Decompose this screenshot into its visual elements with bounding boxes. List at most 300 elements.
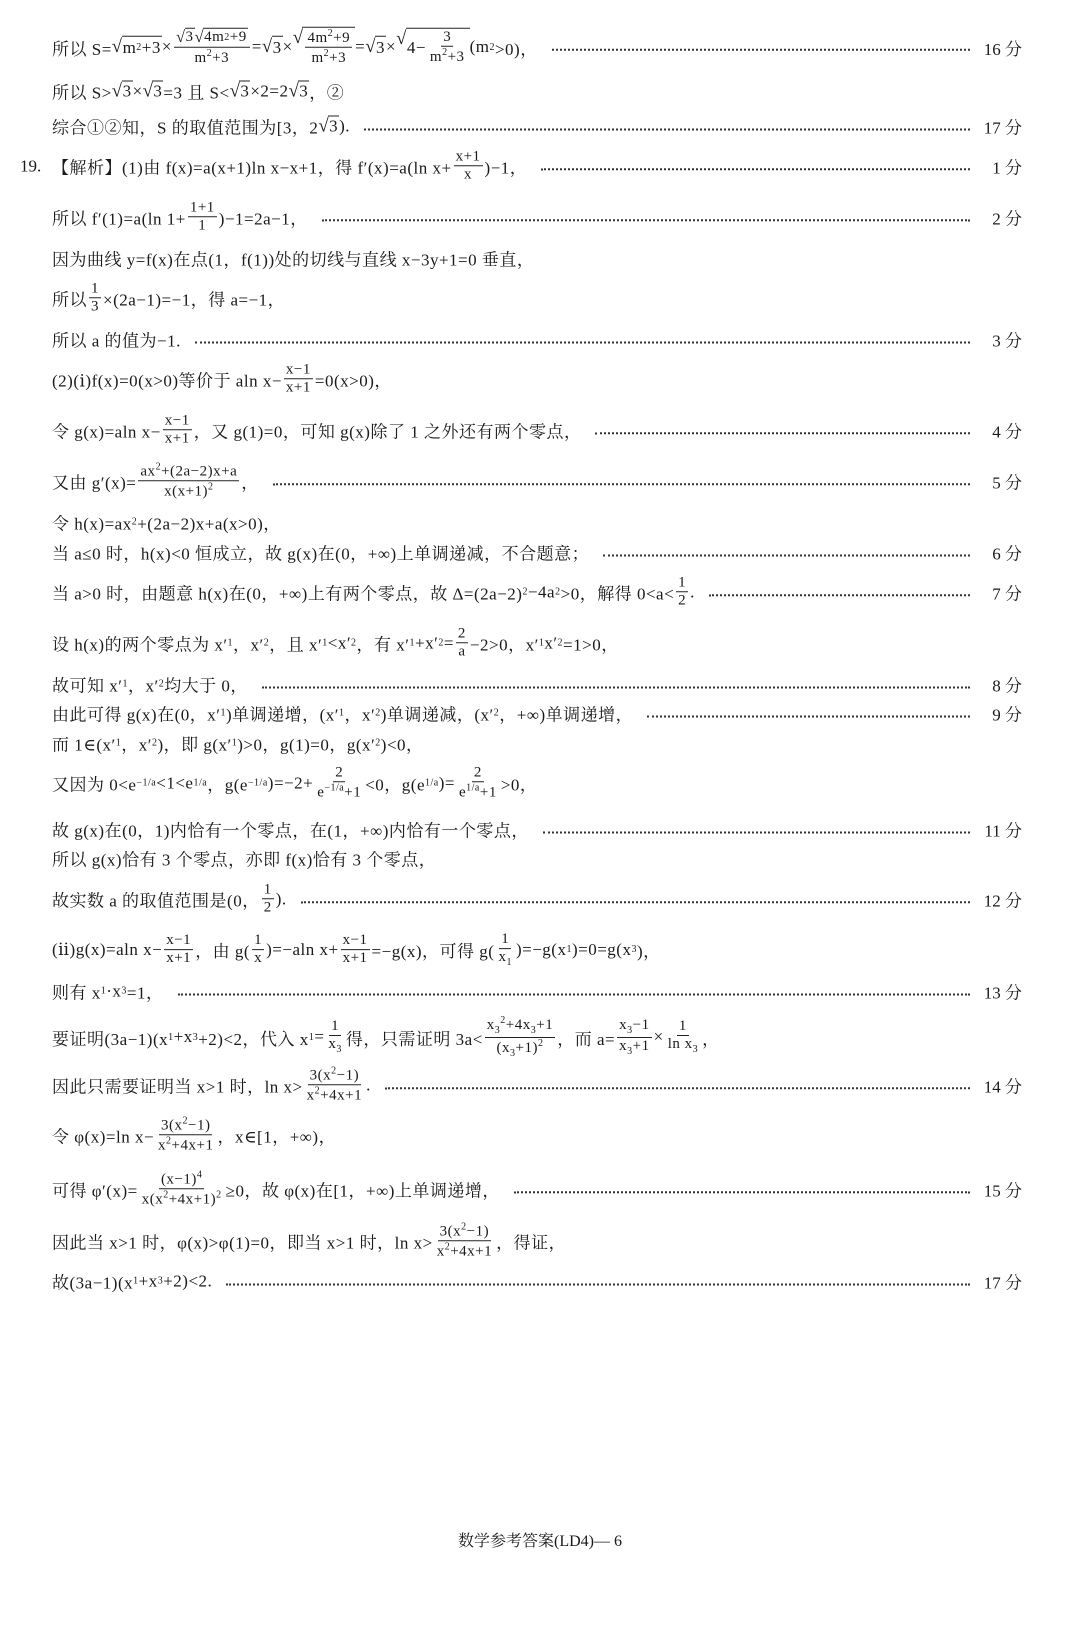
text-run: ，x∈[1，+∞)， (217, 1127, 337, 1147)
line-content (52, 27, 538, 68)
numerator (159, 1169, 204, 1189)
text-run: 故实数 a 的取值范围是(0， (52, 891, 260, 911)
denominator (495, 1038, 546, 1060)
text-run: 3 (299, 81, 309, 101)
subscript: 1 (227, 637, 234, 649)
denominator (462, 167, 474, 184)
subscript: 3 (121, 985, 127, 997)
subscript: 3 (494, 1025, 501, 1036)
subscript: 1 (308, 1031, 315, 1043)
text-run: 而 1∈(x′ (52, 735, 116, 755)
numerator (454, 148, 483, 166)
subscript: 3 (692, 1044, 699, 1056)
denominator (428, 47, 467, 66)
superscript: 2 (489, 41, 495, 53)
solution-line (52, 1221, 1022, 1261)
subscript: 2 (557, 637, 564, 649)
text-run: +9 (333, 29, 351, 46)
subscript: 1 (506, 957, 512, 969)
text-run: 3 (272, 37, 282, 57)
solution-line (52, 280, 1022, 316)
text-run: ax (140, 463, 156, 480)
text-run: −1) (336, 1067, 360, 1084)
denominator (617, 1038, 651, 1058)
text-run: 1 (678, 1018, 687, 1035)
text-run: 因为曲线 y=f(x)在点(1，f(1))处的切线与直线 x−3y+1=0 垂直， (52, 250, 535, 270)
radical-sign: √ (292, 26, 304, 48)
text-run: +1 (479, 784, 497, 801)
radical-sign: √ (318, 115, 330, 136)
superscript: −1/a (247, 777, 268, 789)
superscript: 1/a (466, 782, 480, 794)
numerator (164, 932, 193, 950)
text-run: x (464, 166, 473, 183)
text-run: x+1 (285, 379, 311, 396)
solution-line (52, 510, 1022, 535)
text-run: 综合①②知，S 的取值范围为[3，2 (52, 118, 319, 138)
line-content (52, 1015, 720, 1059)
subscript: 3 (627, 1025, 633, 1036)
superscript: 2 (331, 1065, 337, 1077)
line-content (52, 817, 529, 842)
text-run: 4− (406, 37, 426, 57)
text-run: 要证明(3a−1)(x (52, 1029, 169, 1049)
fraction (138, 461, 239, 501)
text-run: m (429, 49, 443, 65)
superscript: 2 (208, 481, 214, 493)
solution-line (52, 1269, 1022, 1294)
subscript: 3 (336, 1044, 342, 1056)
denominator (196, 218, 208, 235)
line-content (52, 361, 392, 397)
subscript: 3 (631, 944, 637, 956)
text-run: =0(x>0)， (314, 371, 392, 391)
text-run: m (122, 37, 137, 57)
line-content (52, 625, 619, 661)
solution-line (52, 846, 1022, 871)
solution-line (52, 327, 1022, 352)
fraction (341, 932, 370, 968)
text-run: 所以 S= (52, 39, 112, 59)
text-run: 令 φ(x)=ln x− (52, 1127, 155, 1147)
text-run: 又由 g′(x)= (52, 473, 137, 493)
text-run: 设 h(x)的两个零点为 x′ (52, 635, 228, 655)
fraction (284, 361, 313, 397)
text-run: = (314, 1027, 325, 1046)
text-run: (x−1) (160, 1171, 197, 1188)
subscript: 2 (375, 707, 381, 719)
text-run: )= (438, 773, 455, 792)
score-label: 2 分 (992, 209, 1022, 229)
text-run: +4x (505, 1017, 531, 1033)
dotted-leader (543, 831, 970, 833)
radicand (122, 36, 162, 58)
text-run: (ⅱ)g(x)=aln x− (52, 940, 163, 959)
text-run: )>0，g(1)=0，g(x′ (237, 735, 376, 755)
text-run: )−1=2a−1， (218, 209, 308, 229)
text-run: (2)(ⅰ)f(x)=0(x>0)等价于 aln x− (52, 371, 282, 391)
text-run: −1 (632, 1017, 650, 1033)
square-root (318, 115, 339, 137)
numerator (341, 932, 370, 950)
subscript: 1 (339, 707, 345, 719)
text-run: x+1 (455, 148, 481, 165)
text-run: x−1 (285, 361, 311, 378)
text-run: × (282, 37, 293, 56)
subscript: 2 (151, 737, 158, 749)
numerator (333, 764, 345, 782)
text-run: 3(x (161, 1117, 183, 1134)
text-run: 3 (443, 28, 452, 45)
text-run: +3 (447, 49, 465, 65)
superscript: 1/a (425, 777, 439, 789)
text-run: 则有 x (52, 983, 101, 1003)
line-content (52, 412, 581, 448)
text-run: ，x′ (344, 705, 376, 725)
score-label: 4 分 (992, 422, 1022, 442)
numerator (138, 461, 239, 481)
fraction (485, 1015, 555, 1059)
text-run: +3 (212, 49, 230, 66)
text-run: ，又 g(1)=0，可知 g(x)除了 1 之外还有两个零点， (193, 422, 582, 442)
denominator (435, 1242, 494, 1261)
superscript: −1/a (324, 782, 345, 794)
subscript: 1 (566, 944, 572, 956)
question-number: 19. (20, 156, 42, 175)
text-run: e (458, 784, 467, 801)
text-run: 均大于 0， (164, 676, 248, 696)
superscript: 2 (323, 48, 330, 59)
dotted-leader (595, 432, 970, 434)
text-run: <x′ (327, 633, 352, 652)
square-root (112, 36, 162, 58)
denominator (89, 299, 101, 316)
superscript: 2 (182, 1115, 189, 1127)
dotted-leader (514, 1191, 970, 1193)
text-run: x(x (141, 1191, 164, 1208)
subscript: 3 (530, 1025, 537, 1036)
text-run: x+1 (342, 950, 368, 967)
radical-sign: √ (396, 27, 407, 49)
text-run: x−1 (166, 932, 192, 949)
radical-sign: √ (194, 26, 205, 46)
text-run: −1) (188, 1117, 211, 1134)
text-run: (m (469, 37, 490, 56)
text-run: 可得 φ′(x)= (52, 1181, 138, 1201)
superscript: 2 (131, 516, 138, 528)
text-run: 1 (501, 931, 510, 948)
text-run: =3 且 S< (163, 83, 230, 103)
dotted-leader (364, 128, 970, 130)
subscript: 1 (122, 678, 128, 690)
text-run: 3 (122, 81, 132, 101)
line-content (52, 701, 633, 726)
text-run: 1 (263, 881, 272, 898)
text-run: 当 a≤0 时，h(x)<0 恒成立，故 g(x)在(0，+∞)上单调递减，不合题意； (52, 544, 590, 564)
radical-sign: √ (111, 80, 123, 101)
line-content (52, 846, 436, 871)
text-run: ，有 x′ (356, 635, 410, 655)
solution-line (52, 199, 1022, 235)
line-content (52, 931, 661, 969)
text-run: +4x+1) (168, 1191, 217, 1208)
fraction (252, 932, 264, 968)
superscript: 2 (461, 1221, 467, 1233)
line-content (52, 672, 248, 697)
superscript: 2 (314, 1085, 321, 1097)
score-label: 17 分 (983, 118, 1022, 138)
square-root (176, 27, 195, 46)
solution-line (52, 361, 1022, 397)
text-run: ，而 a= (557, 1029, 616, 1049)
text-run: a (458, 643, 466, 660)
superscript: 2 (136, 42, 142, 53)
numerator (499, 931, 511, 949)
text-run: 得，只需证明 3a< (345, 1029, 483, 1049)
text-run: +x (173, 1027, 193, 1046)
numerator (485, 1015, 555, 1038)
text-run: 3(x (309, 1067, 332, 1084)
denominator (326, 1036, 344, 1056)
denominator (193, 48, 232, 67)
text-run: x (306, 1087, 315, 1104)
score-label: 9 分 (992, 705, 1022, 725)
text-run: )=−2+ (267, 773, 314, 792)
subscript: 1 (100, 985, 107, 997)
subscript: 1 (409, 637, 416, 649)
square-root (195, 27, 248, 46)
text-run: 所以 a 的值为−1. (52, 331, 181, 351)
subscript: 2 (263, 637, 270, 649)
score-label: 13 分 (983, 983, 1022, 1003)
numerator (188, 199, 217, 217)
text-run: 2 (678, 592, 687, 609)
subscript: 3 (627, 1045, 633, 1057)
text-run: −4a (527, 582, 556, 601)
radical-sign: √ (142, 80, 154, 101)
text-run: ，且 x′ (269, 635, 323, 655)
solution-line (52, 764, 1022, 802)
text-run: <0，g(e (365, 775, 426, 795)
fraction (315, 764, 363, 802)
subscript: 1 (115, 737, 122, 749)
solution-line (52, 574, 1022, 610)
text-run: = (443, 633, 454, 652)
line-content (52, 1169, 500, 1209)
text-run: <1<e (156, 773, 194, 792)
text-run: 2 (335, 764, 344, 781)
numerator (262, 881, 274, 899)
text-run: >0， (500, 775, 538, 795)
text-run: 3 (240, 81, 250, 101)
text-run: +1 (344, 784, 362, 801)
score-label: 14 分 (983, 1077, 1022, 1097)
solution-line (52, 701, 1022, 726)
numerator (438, 1221, 491, 1241)
text-run: x+1 (166, 950, 192, 967)
superscript: 2 (522, 586, 528, 598)
solution-line (52, 1115, 1022, 1155)
subscript: 3 (192, 1031, 199, 1043)
fraction (305, 28, 352, 68)
solution-line (52, 461, 1022, 501)
subscript: 2 (158, 678, 165, 690)
text-run: 所以 S> (52, 83, 112, 103)
square-root (293, 27, 355, 68)
solution-line (20, 148, 1022, 184)
text-run: 3(x (439, 1223, 462, 1240)
text-run: 令 h(x)=ax (52, 514, 132, 534)
solution-line (52, 881, 1022, 917)
line-content (52, 280, 285, 316)
text-run: . (366, 1075, 371, 1094)
solution-line (52, 1015, 1022, 1059)
text-run: +(2a−2)x+a (161, 463, 238, 480)
fraction (456, 625, 468, 661)
text-run: 3 (329, 116, 339, 136)
superscript: 2 (555, 586, 561, 598)
dotted-leader (603, 554, 970, 556)
superscript: 2 (444, 1241, 451, 1253)
denominator (315, 783, 363, 802)
superscript: 2 (442, 47, 448, 58)
text-run: ). (275, 889, 287, 908)
denominator (666, 1036, 700, 1056)
radicand (185, 27, 195, 46)
dotted-leader (226, 1283, 970, 1285)
square-root (112, 80, 133, 102)
solution-line (52, 412, 1022, 448)
superscript: 2 (216, 1189, 222, 1201)
text-run: +3 (141, 37, 161, 57)
text-run: 1 (198, 217, 207, 234)
solution-line (52, 672, 1022, 697)
superscript: −1/a (136, 777, 157, 789)
denominator (457, 783, 499, 802)
text-run: +9 (229, 28, 247, 45)
fraction (156, 1115, 215, 1155)
radicand (302, 27, 355, 68)
text-run: 因此当 x>1 时，φ(x)>φ(1)=0，即当 x>1 时，ln x> (52, 1233, 433, 1253)
denominator (164, 951, 193, 968)
text-run: ，+∞)单调递增， (499, 705, 634, 725)
text-run: 2 (263, 899, 272, 916)
fraction (428, 29, 467, 67)
text-run: ×2=2 (250, 81, 289, 100)
text-run: +2)<2. (163, 1271, 213, 1290)
text-run: 3 (375, 37, 385, 57)
dotted-leader (385, 1087, 970, 1089)
subscript: 1 (231, 737, 238, 749)
score-label: 15 分 (983, 1181, 1022, 1201)
dotted-leader (195, 341, 970, 343)
line-content (52, 327, 181, 352)
text-run: 1 (678, 574, 687, 591)
text-run: +4x+1 (450, 1243, 493, 1260)
numerator (677, 1018, 689, 1036)
text-run: 故(3a−1)(x (52, 1273, 134, 1293)
text-run: )， (636, 942, 661, 962)
text-run: = (251, 37, 262, 56)
denominator (305, 1086, 364, 1105)
subscript: 1 (538, 637, 545, 649)
square-root (365, 36, 386, 58)
solution-line (52, 731, 1022, 756)
subscript: 1 (322, 637, 328, 649)
text-run: ，g(e (207, 775, 248, 795)
score-label: 8 分 (992, 676, 1022, 696)
numerator (174, 27, 250, 47)
fraction (676, 574, 688, 610)
text-run: ，x′ (233, 635, 264, 655)
fraction (163, 412, 192, 448)
dotted-leader (262, 686, 970, 688)
denominator (341, 951, 370, 968)
text-run: 3 (185, 28, 194, 45)
denominator (163, 431, 192, 448)
dotted-leader (273, 483, 970, 485)
subscript: 3 (157, 1275, 164, 1287)
numerator (159, 1115, 212, 1135)
superscript: 2 (538, 1037, 544, 1049)
text-run: ). (339, 116, 351, 135)
solution-line (52, 1065, 1022, 1105)
text-run: x′ (544, 633, 558, 652)
denominator (162, 482, 215, 501)
text-run: 故 g(x)在(0，1)内恰有一个零点，在(1，+∞)内恰有一个零点， (52, 821, 529, 841)
subscript: 3 (510, 1047, 516, 1059)
text-run: 所以 g(x)恰有 3 个零点，亦即 f(x)恰有 3 个零点， (52, 850, 437, 870)
text-run: )=−aln x+ (266, 940, 339, 959)
text-run: +4x+1 (171, 1137, 214, 1154)
fraction (89, 280, 101, 316)
fraction (617, 1017, 651, 1057)
text-run: . (690, 582, 695, 601)
text-run: 【解析】(1)由 f(x)=a(x+1)ln x−x+1，得 f′(x)=a(ln x+ (52, 158, 452, 178)
dotted-leader (709, 594, 970, 596)
text-run: 2 (457, 625, 466, 642)
fraction (435, 1221, 494, 1261)
subscript: 2 (438, 637, 444, 649)
dotted-leader (647, 715, 970, 717)
radical-sign: √ (365, 36, 376, 57)
radical-sign: √ (175, 26, 186, 46)
numerator (329, 1018, 341, 1036)
solution-line (52, 817, 1022, 842)
denominator (156, 1136, 215, 1155)
text-run: ， (241, 473, 259, 493)
fraction (666, 1018, 700, 1056)
text-run: =1>0， (563, 635, 619, 655)
solution-line (52, 1169, 1022, 1209)
denominator (676, 593, 688, 610)
line-content (52, 574, 695, 610)
fraction (496, 931, 514, 969)
line-content (52, 79, 344, 104)
denominator (262, 900, 274, 917)
line-content (52, 510, 281, 535)
radicand (203, 27, 248, 46)
text-run: 所以 f′(1)=a(ln 1+ (52, 209, 186, 229)
superscript: 2 (224, 31, 230, 43)
text-run: −1) (466, 1223, 490, 1240)
dotted-leader (552, 49, 970, 51)
subscript: 1 (133, 1275, 139, 1287)
text-run: (x (496, 1039, 511, 1056)
superscript: 2 (206, 47, 213, 59)
text-run: x−1 (164, 412, 190, 429)
text-run: 1 (254, 932, 263, 949)
